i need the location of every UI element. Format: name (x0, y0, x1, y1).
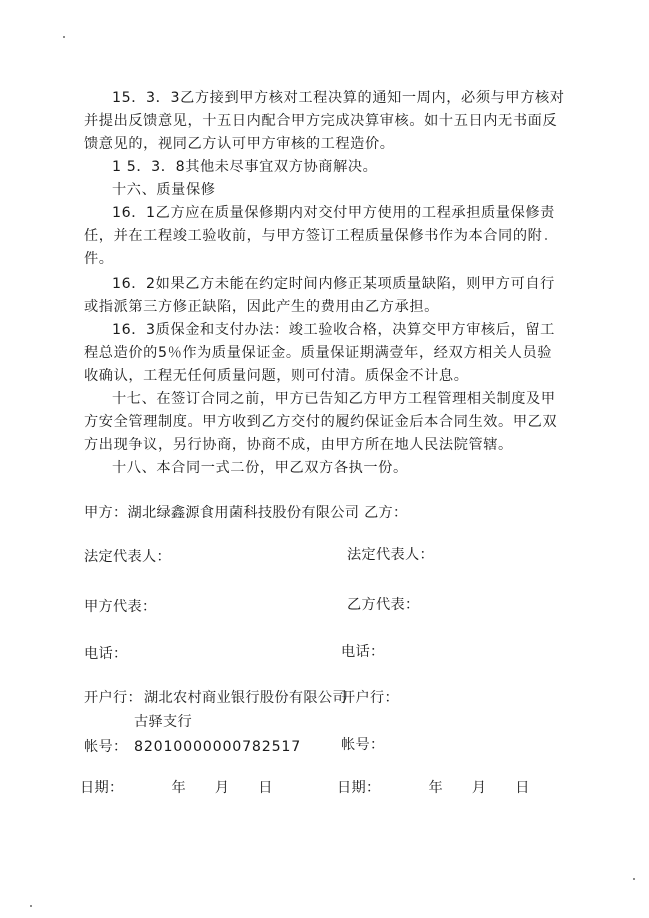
party-a-account-number: 82010000000782517 (134, 739, 302, 755)
section-17-line-2: 方安全管理制度。甲方收到乙方交付的履约保证金后本合同生效。甲乙双 (84, 414, 558, 430)
party-a-account-label: 帐号： (84, 739, 128, 755)
scan-speck (633, 878, 635, 880)
clause-15-3-8: 1 5．3．8其他未尽事宜双方协商解决。 (112, 159, 378, 175)
party-b-phone-label: 电话： (341, 644, 385, 660)
clause-16-3-line-3: 收确认，工程无任何质量问题，则可付清。质保金不计息。 (84, 368, 469, 384)
clause-15-3-3-line-1: 15．3．3乙方接到甲方核对工程决算的通知一周内，必须与甲方核对 (112, 90, 565, 106)
party-a-legal-rep-label: 法定代表人： (84, 549, 171, 565)
clause-15-3-3-line-2: 并提出反馈意见，十五日内配合甲方完成决算审核。如十五日内无书面反 (84, 113, 558, 129)
party-b-account-label: 帐号： (341, 737, 385, 753)
clause-15-3-3-line-3: 馈意见的，视同乙方认可甲方审核的工程造价。 (84, 136, 395, 152)
scan-speck (30, 905, 32, 907)
section-16-heading: 十六、质量保修 (112, 182, 216, 198)
section-17-line-1: 十七、在签订合同之前，甲方已告知乙方甲方工程管理相关制度及甲 (112, 391, 556, 407)
party-a-bank-branch: 古驿支行 (134, 714, 192, 730)
party-a-representative-label: 甲方代表： (84, 599, 157, 615)
party-b-legal-rep-label: 法定代表人： (347, 547, 434, 563)
party-a-phone-label: 电话： (84, 646, 128, 662)
clause-16-3-line-2: 程总造价的5％作为质量保证金。质量保证期满壹年，经双方相关人员验 (84, 345, 553, 361)
party-b-date-line: 日期： 年 月 日 (337, 780, 530, 796)
section-17-line-3: 方出现争议，另行协商，协商不成，由甲方所在地人民法院管辖。 (84, 437, 513, 453)
section-18: 十八、本合同一式二份，甲乙双方各执一份。 (112, 460, 408, 476)
scan-speck (545, 238, 547, 240)
party-b-bank-label: 开户行： (341, 690, 399, 706)
party-a-date-line: 日期： 年 月 日 (80, 780, 273, 796)
clause-16-2-line-2: 或指派第三方修正缺陷，因此产生的费用由乙方承担。 (84, 299, 439, 315)
clause-16-1-line-3: 件。 (84, 251, 114, 267)
scan-speck (63, 36, 65, 38)
party-a-bank-label: 开户行： (84, 690, 142, 706)
clause-16-1-line-2: 任，并在工程竣工验收前，与甲方签订工程质量保修书作为本合同的附 (84, 228, 543, 244)
party-a-name-line: 甲方：湖北绿鑫源食用菌科技股份有限公司 乙方： (84, 505, 408, 521)
party-a-bank-name: 湖北农村商业银行股份有限公司 (144, 690, 347, 706)
clause-16-3-line-1: 16．3质保金和支付办法：竣工验收合格，决算交甲方审核后，留工 (112, 322, 555, 338)
party-b-representative-label: 乙方代表： (347, 597, 420, 613)
clause-16-2-line-1: 16．2如果乙方未能在约定时间内修正某项质量缺陷，则甲方可自行 (112, 276, 555, 292)
clause-16-1-line-1: 16．1乙方应在质量保修期内对交付甲方使用的工程承担质量保修责 (112, 205, 555, 221)
